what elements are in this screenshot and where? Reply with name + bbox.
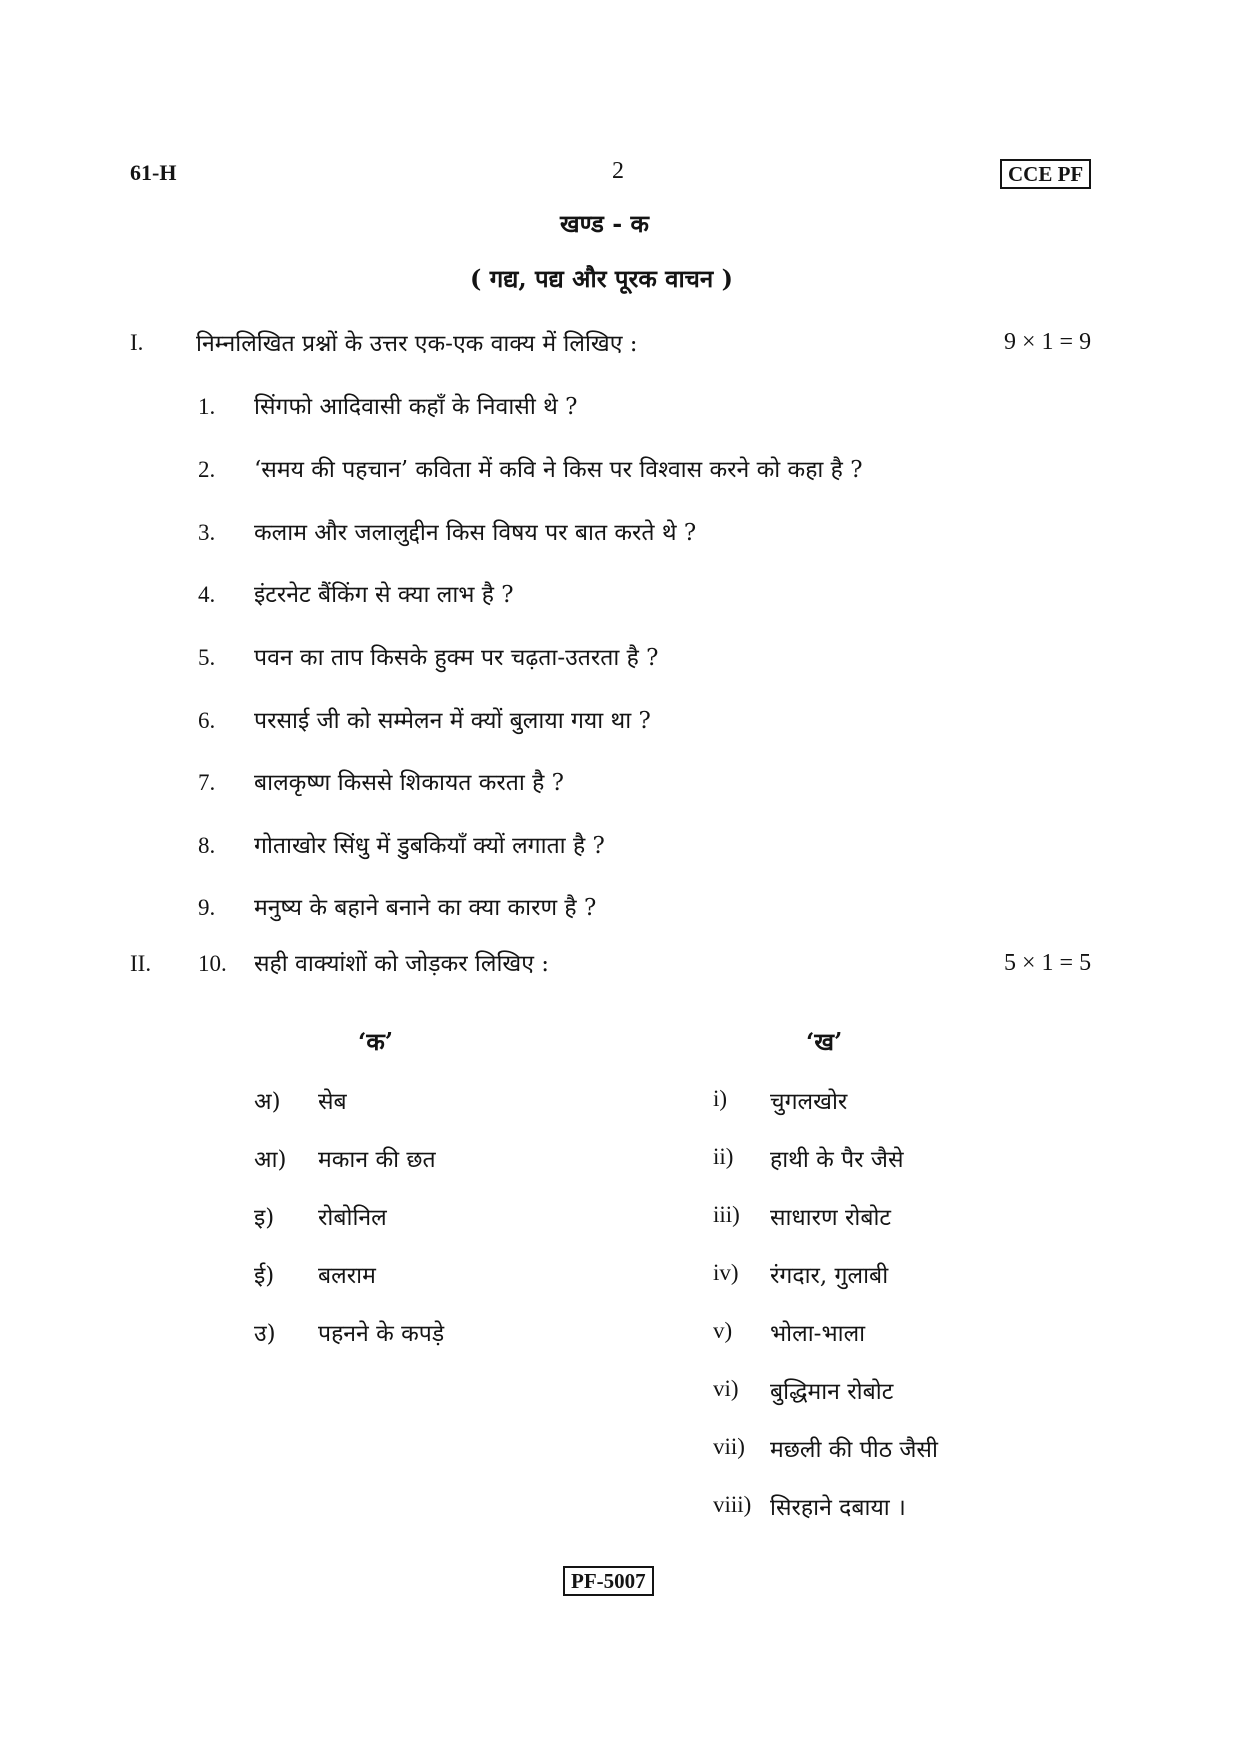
question-text: बालकृष्ण किससे शिकायत करता है ? — [254, 770, 565, 796]
match-label: vi) — [713, 1376, 739, 1401]
section-title: खण्ड - क — [560, 209, 649, 238]
section-subtitle: ( गद्य, पद्य और पूरक वाचन ) — [470, 264, 733, 293]
match-item-b: सिरहाने दबाया । — [770, 1495, 906, 1521]
match-item-a: बलराम — [318, 1263, 376, 1289]
match-label: vii) — [713, 1434, 745, 1459]
match-item-b: भोला-भाला — [770, 1321, 866, 1347]
question-text: ‘समय की पहचान’ कविता में कवि ने किस पर विश्वास करने को कहा है ? — [254, 457, 863, 483]
part-1-instruction: निम्नलिखित प्रश्नों के उत्तर एक-एक वाक्य में लिखिए : — [196, 331, 638, 357]
question-text: मनुष्य के बहाने बनाने का क्या कारण है ? — [254, 895, 597, 921]
match-label: viii) — [713, 1492, 752, 1517]
match-item-b: हाथी के पैर जैसे — [770, 1147, 904, 1173]
footer-code-box: PF-5007 — [563, 1566, 654, 1596]
match-item-b: मछली की पीठ जैसी — [770, 1437, 938, 1463]
match-label: इ) — [254, 1205, 275, 1231]
match-label: ii) — [713, 1144, 734, 1169]
paper-code-box: CCE PF — [1000, 159, 1091, 189]
match-label: i) — [713, 1086, 728, 1111]
question-number: 9. — [198, 895, 216, 920]
match-item-a: पहनने के कपड़े — [318, 1321, 445, 1347]
part-1-marks: 9 × 1 = 9 — [1004, 329, 1092, 355]
column-a-heading: ‘क’ — [358, 1027, 394, 1056]
match-item-a: सेब — [318, 1089, 347, 1115]
question-text: सिंगफो आदिवासी कहाँ के निवासी थे ? — [254, 394, 578, 420]
question-number: 6. — [198, 708, 216, 733]
part-2-roman: II. — [130, 951, 152, 976]
question-number: 7. — [198, 770, 216, 795]
question-number: 3. — [198, 520, 216, 545]
question-number: 1. — [198, 394, 216, 419]
page-number: 2 — [612, 158, 624, 184]
part-1-roman: I. — [130, 330, 144, 355]
match-item-b: चुगलखोर — [770, 1089, 848, 1115]
match-label: अ) — [254, 1089, 281, 1115]
question-number: 2. — [198, 457, 216, 482]
match-label: ई) — [254, 1263, 275, 1289]
column-b-heading: ‘ख’ — [806, 1027, 843, 1056]
match-item-a: रोबोनिल — [318, 1205, 387, 1231]
match-item-a: मकान की छत — [318, 1147, 436, 1173]
question-number: 10. — [198, 951, 227, 976]
match-label: iv) — [713, 1260, 739, 1285]
match-label: iii) — [713, 1202, 740, 1227]
question-text: कलाम और जलालुद्दीन किस विषय पर बात करते थे ? — [254, 520, 697, 546]
question-number: 8. — [198, 833, 216, 858]
match-item-b: साधारण रोबोट — [770, 1205, 892, 1231]
question-text: पवन का ताप किसके हुक्म पर चढ़ता-उतरता है ? — [254, 645, 659, 671]
question-number: 4. — [198, 582, 216, 607]
question-text: परसाई जी को सम्मेलन में क्यों बुलाया गया था ? — [254, 708, 651, 734]
match-item-b: बुद्धिमान रोबोट — [770, 1379, 894, 1405]
question-text: गोताखोर सिंधु में डुबकियाँ क्यों लगाता है ? — [254, 833, 605, 859]
match-label: आ) — [254, 1147, 287, 1173]
match-item-b: रंगदार, गुलाबी — [770, 1263, 889, 1289]
paper-number: 61-H — [130, 160, 177, 185]
question-text: इंटरनेट बैंकिंग से क्या लाभ है ? — [254, 582, 514, 608]
match-label: उ) — [254, 1321, 276, 1347]
match-label: v) — [713, 1318, 733, 1343]
part-2-marks: 5 × 1 = 5 — [1004, 950, 1092, 976]
question-number: 5. — [198, 645, 216, 670]
part-2-instruction: सही वाक्यांशों को जोड़कर लिखिए : — [254, 951, 550, 977]
